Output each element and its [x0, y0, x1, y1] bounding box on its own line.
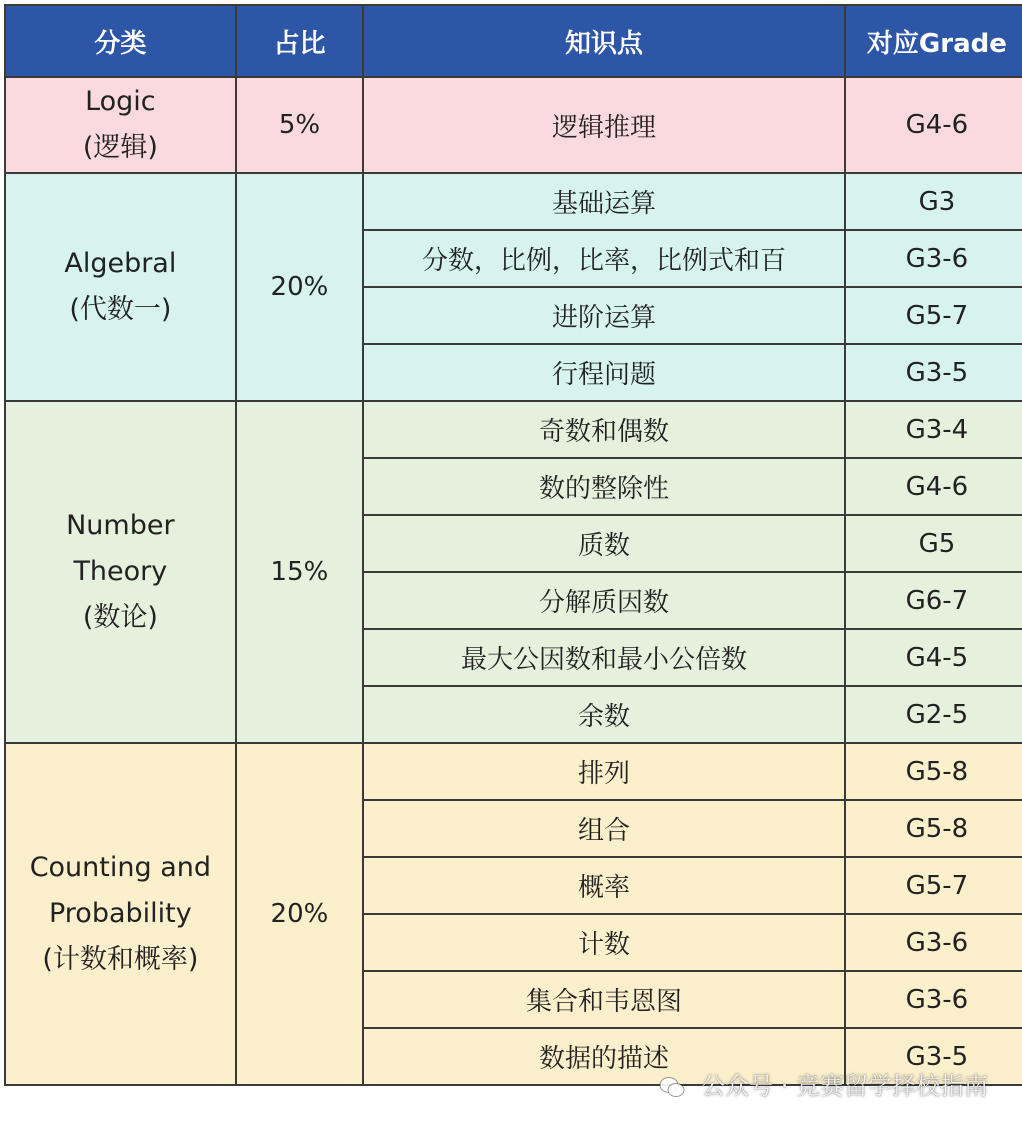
category-name-zh: (逻辑) [82, 132, 158, 163]
ratio-cell: 20% [236, 173, 363, 401]
topic-cell: 奇数和偶数 [363, 401, 845, 458]
topic-cell: 逻辑推理 [363, 77, 845, 173]
topic-cell: 基础运算 [363, 173, 845, 230]
category-name-zh: (代数一) [69, 294, 172, 325]
category-name-zh: (计数和概率) [42, 944, 199, 975]
watermark-text: 公众号 · 竞赛留学择校指南 [701, 1072, 988, 1100]
header-row [5, 5, 1022, 77]
watermark [659, 1066, 988, 1101]
topic-cell: 数据的描述 [363, 1028, 845, 1085]
header-grade: 对应Grade [845, 5, 1022, 77]
category-name-en: Theory [73, 556, 168, 587]
ratio-cell: 15% [236, 401, 363, 743]
category-name-en: Logic [85, 86, 156, 117]
grade-cell: G4-6 [845, 458, 1022, 515]
topic-cell: 进阶运算 [363, 287, 845, 344]
grade-cell: G3-6 [845, 971, 1022, 1028]
category-logic [5, 77, 236, 173]
wechat-icon [659, 1076, 685, 1098]
grade-cell: G6-7 [845, 572, 1022, 629]
category-name-en: Number [66, 510, 175, 541]
table-row [5, 401, 1022, 458]
grade-cell: G3-6 [845, 230, 1022, 287]
topic-cell: 最大公因数和最小公倍数 [363, 629, 845, 686]
grade-cell: G3-6 [845, 914, 1022, 971]
header-category: 分类 [5, 5, 236, 77]
header-ratio: 占比 [236, 5, 363, 77]
grade-cell: G4-5 [845, 629, 1022, 686]
table-row [5, 173, 1022, 230]
topic-cell: 分数，比例，比率，比例式和百 [363, 230, 845, 287]
header-topic: 知识点 [363, 5, 845, 77]
grade-cell: G5-7 [845, 287, 1022, 344]
topic-cell: 数的整除性 [363, 458, 845, 515]
topic-cell: 概率 [363, 857, 845, 914]
topic-cell: 余数 [363, 686, 845, 743]
grade-cell: G4-6 [845, 77, 1022, 173]
topic-cell: 计数 [363, 914, 845, 971]
topic-cell: 分解质因数 [363, 572, 845, 629]
table-row [5, 743, 1022, 800]
curriculum-table [4, 4, 1022, 1086]
grade-cell: G2-5 [845, 686, 1022, 743]
topic-cell: 质数 [363, 515, 845, 572]
grade-cell: G5-8 [845, 800, 1022, 857]
category-algebra [5, 173, 236, 401]
ratio-cell: 20% [236, 743, 363, 1085]
grade-cell: G3 [845, 173, 1022, 230]
grade-cell: G3-5 [845, 1028, 1022, 1085]
topic-cell: 排列 [363, 743, 845, 800]
category-number-theory [5, 401, 236, 743]
category-name-en: Probability [48, 898, 192, 929]
topic-cell: 行程问题 [363, 344, 845, 401]
ratio-cell: 5% [236, 77, 363, 173]
category-name-zh: (数论) [82, 602, 158, 633]
topic-cell: 集合和韦恩图 [363, 971, 845, 1028]
category-counting-probability [5, 743, 236, 1085]
grade-cell: G5 [845, 515, 1022, 572]
grade-cell: G3-5 [845, 344, 1022, 401]
topic-cell: 组合 [363, 800, 845, 857]
grade-cell: G5-8 [845, 743, 1022, 800]
grade-cell: G5-7 [845, 857, 1022, 914]
grade-cell: G3-4 [845, 401, 1022, 458]
category-name-en: Algebral [64, 248, 177, 279]
table-row [5, 77, 1022, 173]
category-name-en: Counting and [29, 852, 212, 883]
